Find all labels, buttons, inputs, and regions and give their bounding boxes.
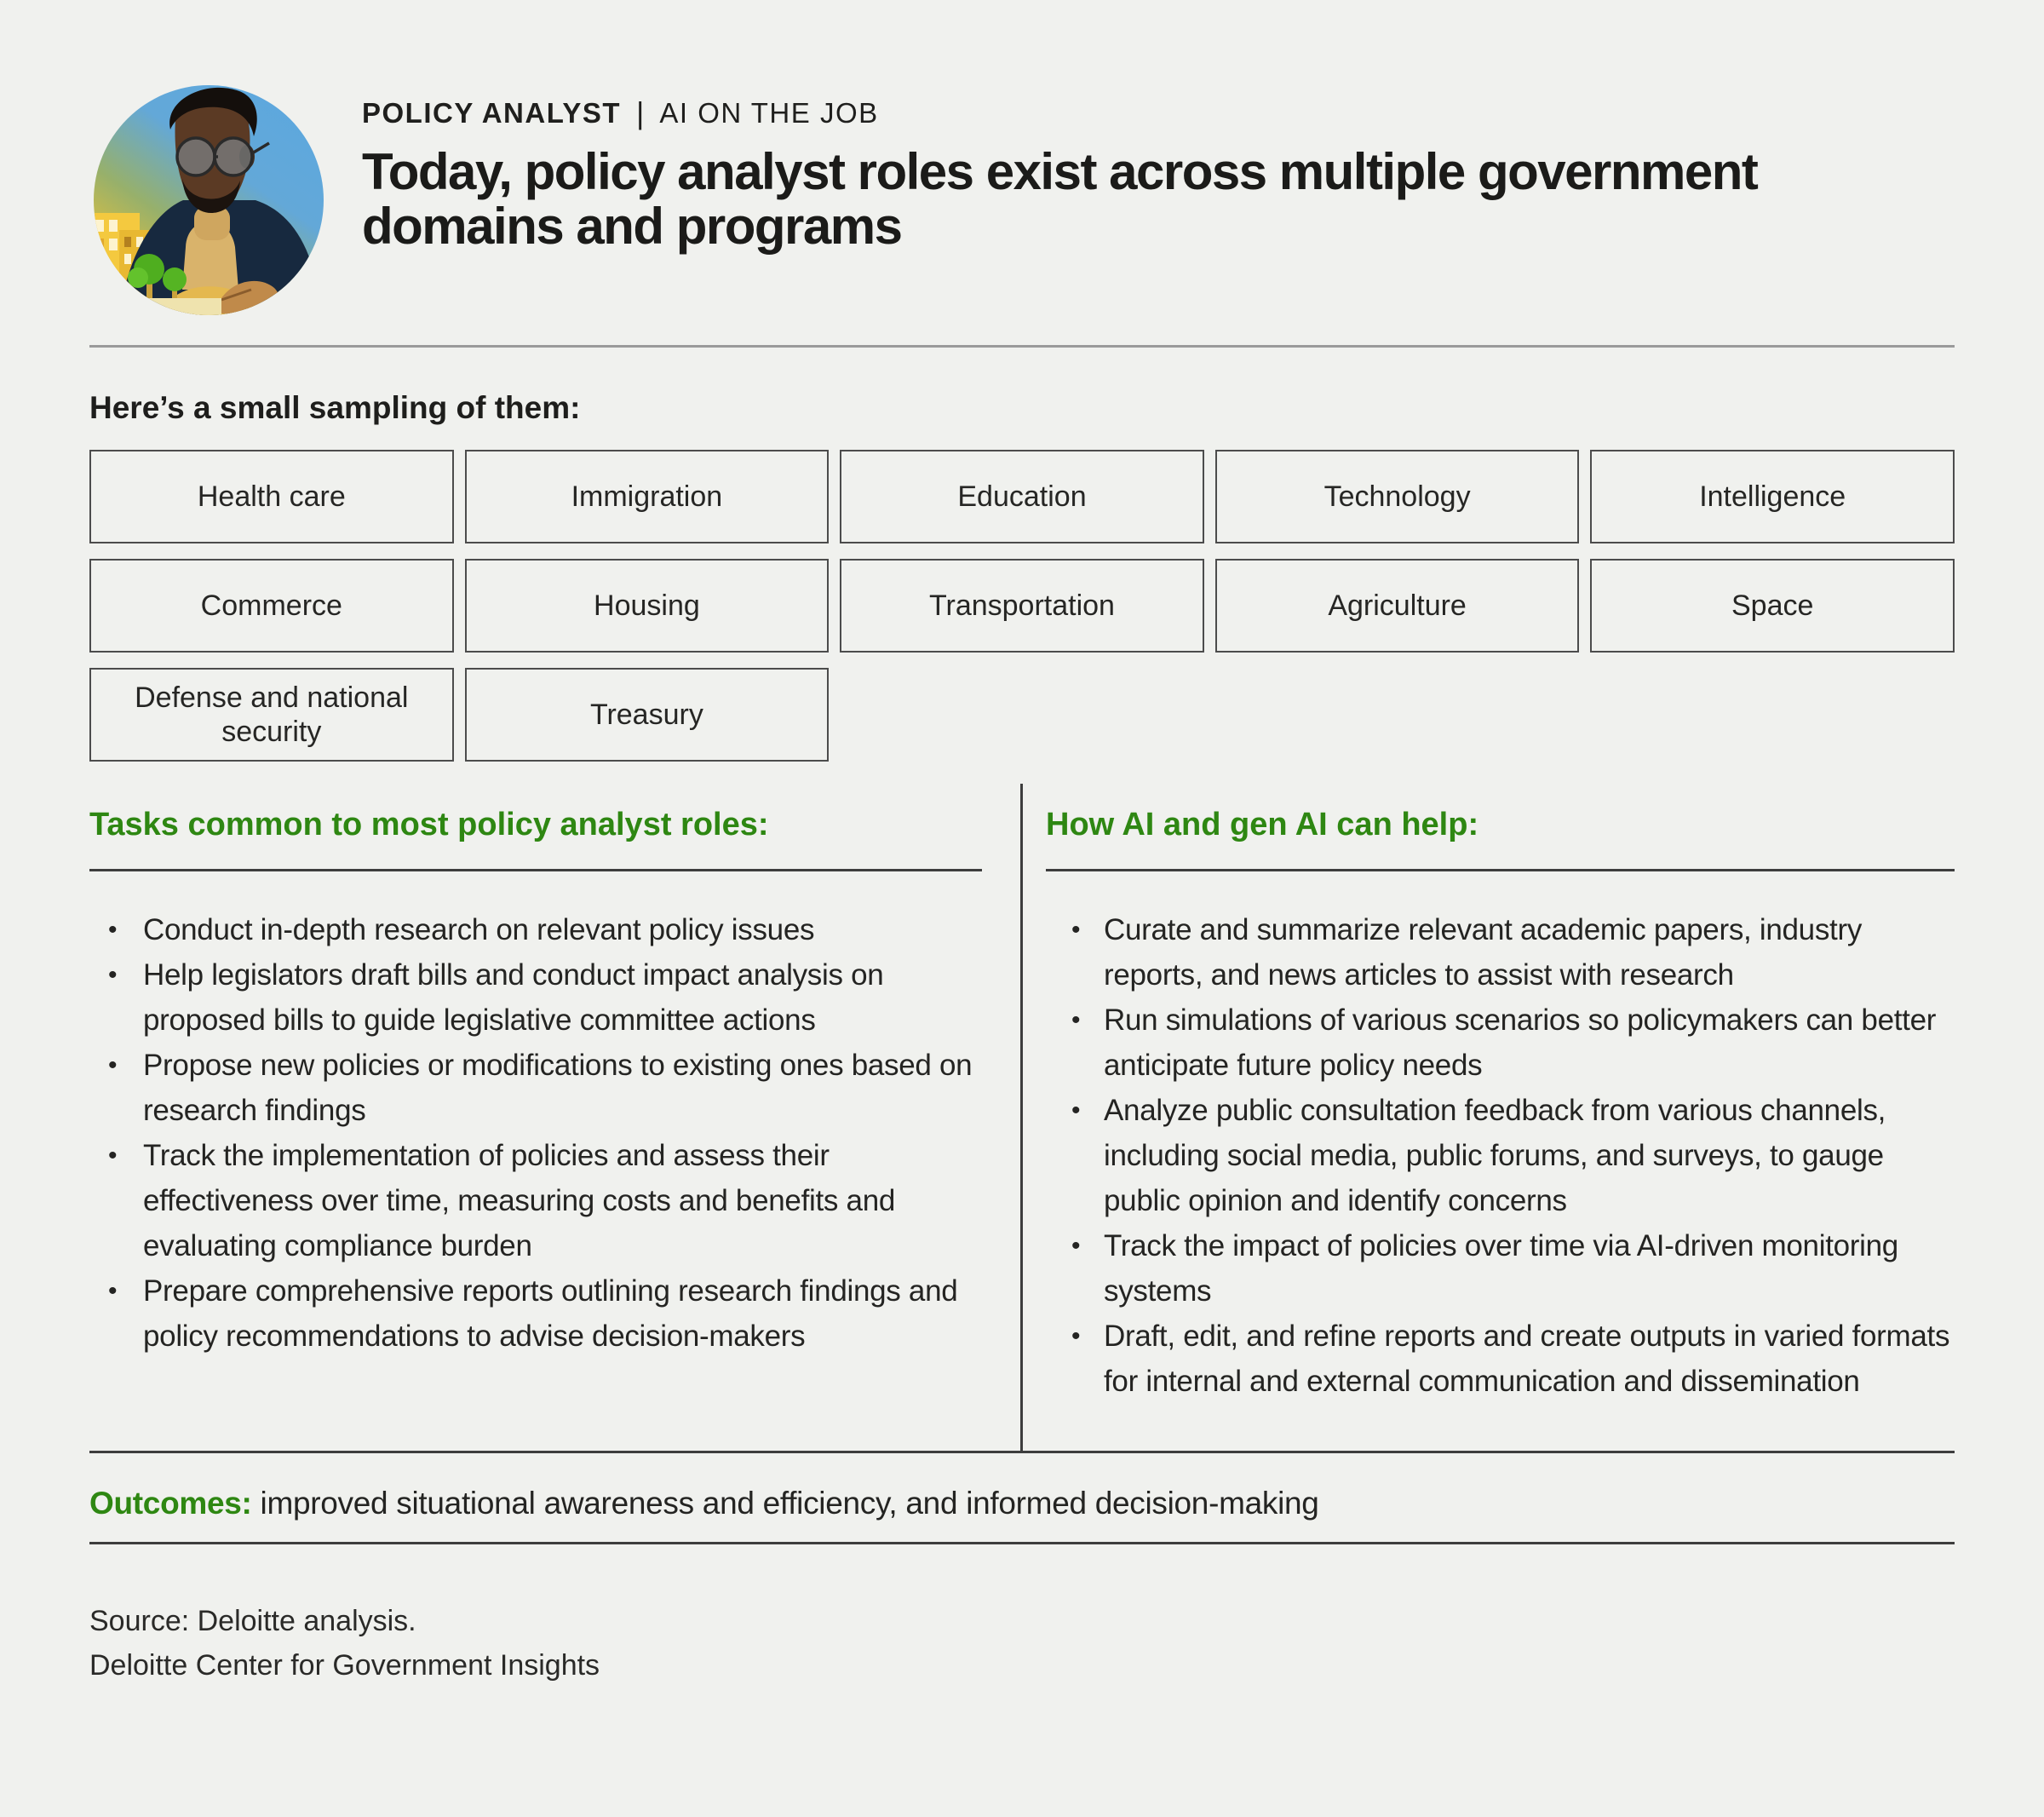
eyebrow-role-label: POLICY ANALYST xyxy=(362,97,621,129)
page-title: Today, policy analyst roles exist across multiple government domains and programs xyxy=(362,143,1758,256)
domain-box-label: Immigration xyxy=(571,480,723,513)
policy-analyst-portrait-photo xyxy=(94,85,324,315)
outcomes-label: Outcomes: xyxy=(89,1486,252,1521)
ai-help-item: • Track the impact of policies over time via AI-driven monitoring systems xyxy=(1046,1223,1955,1314)
ai-help-item: • Analyze public consultation feedback from various channels, including social media, public forums, and surveys, to gauge public opinion and identify concerns xyxy=(1046,1088,1955,1223)
task-item: • Conduct in-depth research on relevant policy issues xyxy=(89,907,982,952)
domain-box xyxy=(840,559,1204,653)
tasks-ai-columns xyxy=(89,784,1955,1451)
task-item: • Track the implementation of policies and assess their effectiveness over time, measuring costs and benefits and evaluating compliance burden xyxy=(89,1133,982,1268)
header xyxy=(89,0,1955,345)
sampling-heading: Here’s a small sampling of them: xyxy=(89,390,581,425)
outcomes-text: improved situational awareness and efficiency, and informed decision-making xyxy=(251,1486,1319,1521)
domain-box-label: Housing xyxy=(594,589,700,622)
ai-help-list xyxy=(1046,907,1955,1404)
portrait-illustration xyxy=(94,85,324,315)
eyebrow-series-label: AI ON THE JOB xyxy=(659,97,879,129)
ai-help-item: • Run simulations of various scenarios so policymakers can better anticipate future policy needs xyxy=(1046,998,1955,1088)
source-block xyxy=(89,1599,1955,1688)
domain-box xyxy=(89,559,454,653)
domain-box xyxy=(1215,450,1580,543)
source-line: Source: Deloitte analysis. xyxy=(89,1605,416,1637)
domain-box-label: Space xyxy=(1731,589,1814,622)
eyebrow xyxy=(362,95,1972,131)
domain-box-label: Health care xyxy=(197,480,346,513)
domain-box-label: Technology xyxy=(1323,480,1471,513)
domain-box xyxy=(1215,559,1580,653)
ai-help-column-heading: How AI and gen AI can help: xyxy=(1046,784,1955,871)
domain-box xyxy=(89,668,454,762)
ai-help-item: • Curate and summarize relevant academic papers, industry reports, and news articles to assist with research xyxy=(1046,907,1955,998)
domain-box xyxy=(465,450,830,543)
task-item: • Help legislators draft bills and conduct impact analysis on proposed bills to guide legislative committee actions xyxy=(89,952,982,1043)
domain-box xyxy=(89,450,454,543)
domain-box xyxy=(840,450,1204,543)
header-text xyxy=(362,95,1972,254)
task-item: • Propose new policies or modifications to existing ones based on research findings xyxy=(89,1043,982,1133)
domain-box xyxy=(1590,450,1955,543)
ai-help-item: • Draft, edit, and refine reports and create outputs in varied formats for internal and external communication and dissemination xyxy=(1046,1314,1955,1404)
domain-box-label: Education xyxy=(957,480,1087,513)
outcomes-divider xyxy=(89,1542,1955,1544)
eyebrow-separator: | xyxy=(636,95,645,130)
domain-box-label: Treasury xyxy=(589,698,703,731)
domain-box-label: Transportation xyxy=(929,589,1115,622)
tasks-list xyxy=(89,907,982,1359)
domain-grid xyxy=(89,450,1955,762)
ai-help-column xyxy=(1023,784,1955,1451)
domain-box xyxy=(465,668,830,762)
task-item: • Prepare comprehensive reports outlining research findings and policy recommendations to advise decision-makers xyxy=(89,1268,982,1359)
domain-box-label: Intelligence xyxy=(1699,480,1846,513)
domain-box-label: Commerce xyxy=(200,589,342,622)
outcomes-line xyxy=(89,1453,1955,1542)
tasks-column-heading: Tasks common to most policy analyst roles: xyxy=(89,784,982,871)
domain-box-label: Agriculture xyxy=(1328,589,1467,622)
header-divider xyxy=(89,345,1955,348)
source-attribution: Deloitte Center for Government Insights xyxy=(89,1649,600,1682)
domain-box-label: Defense and national security xyxy=(135,681,409,748)
domain-box xyxy=(465,559,830,653)
tasks-column xyxy=(89,784,1023,1451)
domain-box xyxy=(1590,559,1955,653)
